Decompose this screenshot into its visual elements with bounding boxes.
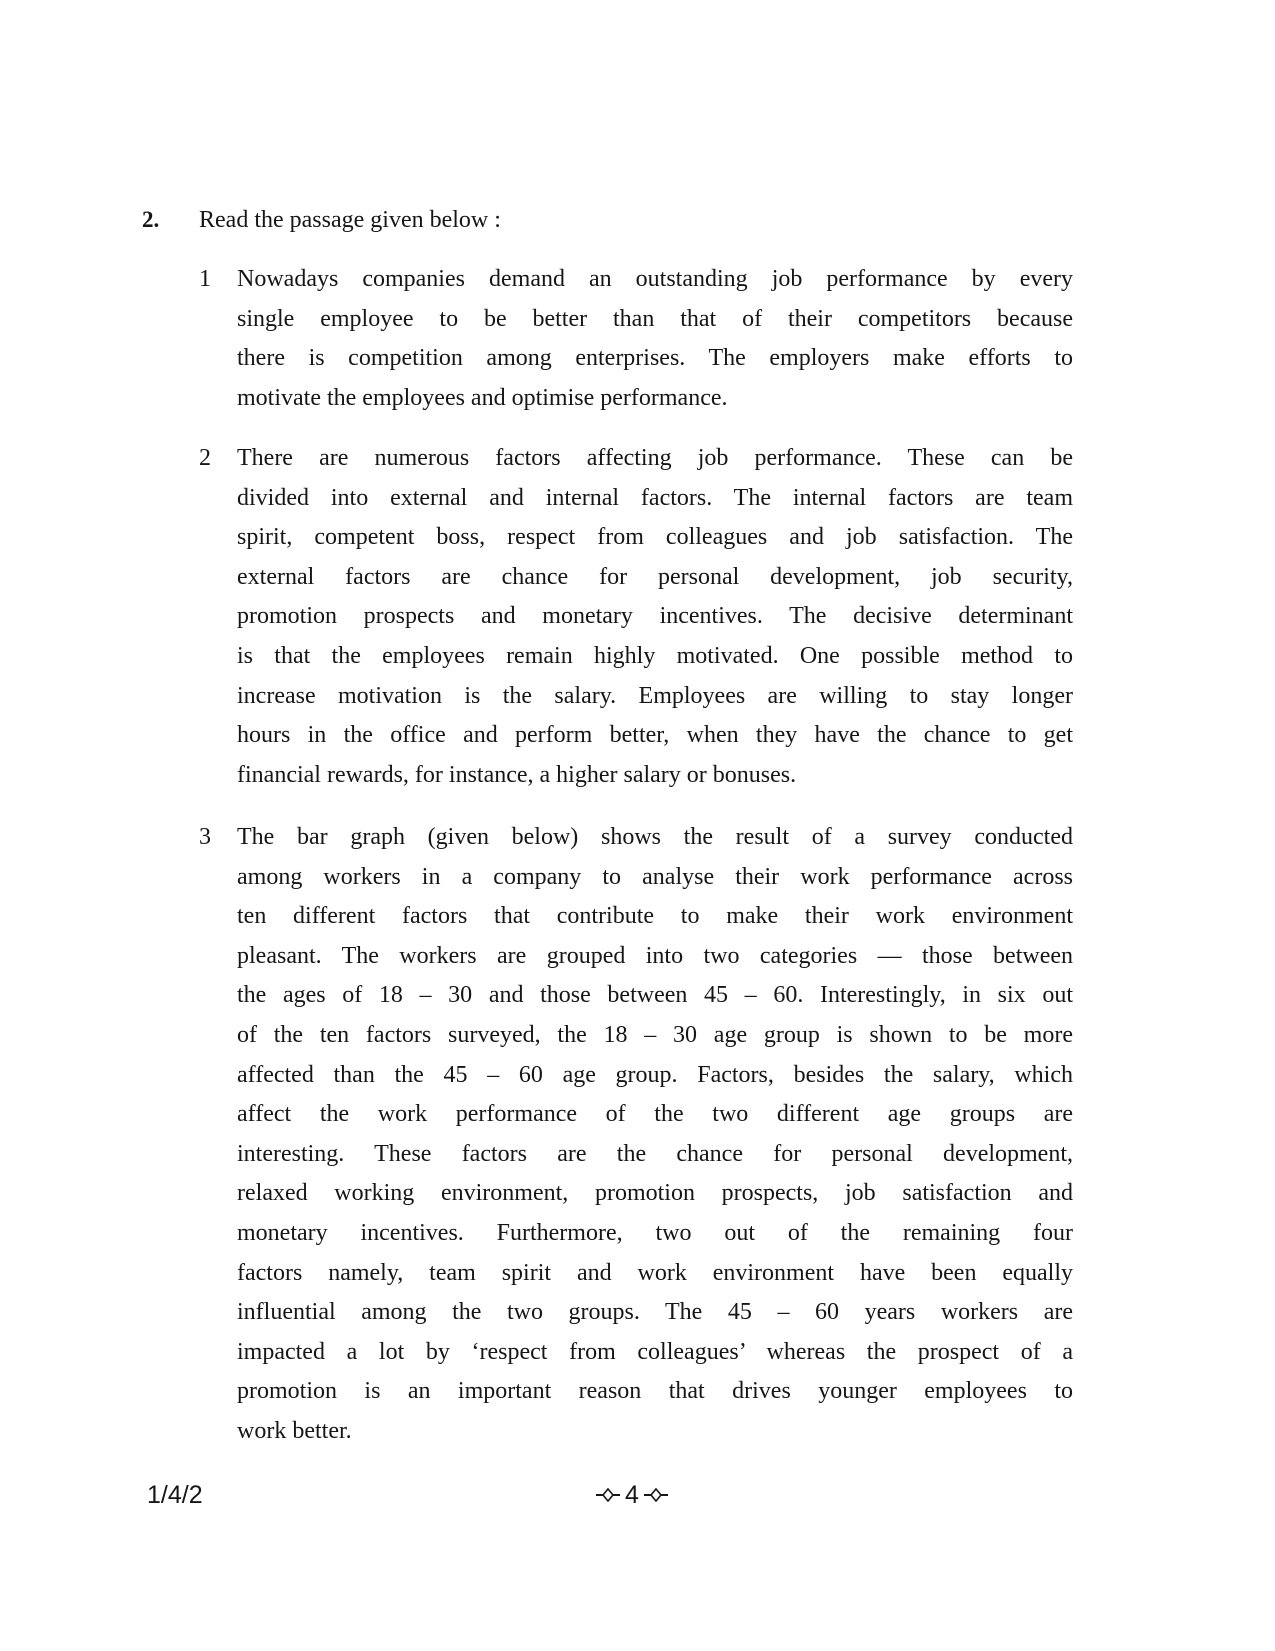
- page-number-footer: [596, 1480, 668, 1510]
- paper-code: 1/4/2: [147, 1481, 203, 1509]
- text-line: is that the employees remain highly motivated. One possible method to: [237, 642, 1073, 669]
- paragraph-number: 1: [199, 266, 211, 292]
- text-line: increase motivation is the salary. Employees are willing to stay longer: [237, 682, 1073, 709]
- text-line: financial rewards, for instance, a higher salary or bonuses.: [237, 761, 797, 788]
- text-line: divided into external and internal factors. The internal factors are team: [237, 484, 1073, 511]
- paragraph-text: [237, 260, 1073, 418]
- text-line: impacted a lot by ‘respect from colleagues’ whereas the prospect of a: [237, 1338, 1073, 1365]
- text-line: motivate the employees and optimise performance.: [237, 384, 728, 411]
- passage-paragraph-3: [199, 818, 1073, 1444]
- text-line: hours in the office and perform better, when they have the chance to get: [237, 722, 1073, 749]
- text-line: affected than the 45 – 60 age group. Factors, besides the salary, which: [237, 1061, 1073, 1088]
- paragraph-number: 2: [199, 445, 211, 471]
- text-line: factors namely, team spirit and work environment have been equally: [237, 1259, 1073, 1286]
- passage-paragraph-1: [199, 260, 1073, 420]
- text-line: of the ten factors surveyed, the 18 – 30 age group is shown to be more: [237, 1021, 1073, 1048]
- text-line: affect the work performance of the two different age groups are: [237, 1101, 1073, 1128]
- text-line: promotion prospects and monetary incentives. The decisive determinant: [237, 603, 1073, 630]
- text-line: the ages of 18 – 30 and those between 45 – 60. Interestingly, in six out: [237, 982, 1073, 1009]
- paragraph-text: [237, 818, 1073, 1452]
- page-number: 4: [625, 1481, 639, 1509]
- text-line: Nowadays companies demand an outstanding job performance by every: [237, 266, 1073, 292]
- text-line: pleasant. The workers are grouped into two categories — those between: [237, 942, 1073, 969]
- diamond-ornament-icon: [644, 1488, 668, 1502]
- text-line: ten different factors that contribute to make their work environment: [237, 903, 1073, 930]
- passage-paragraph-2: [199, 439, 1073, 799]
- diamond-ornament-icon: [596, 1488, 620, 1502]
- text-line: single employee to be better than that of their competitors because: [237, 305, 1073, 332]
- text-line: among workers in a company to analyse their work performance across: [237, 863, 1073, 890]
- paragraph-text: [237, 439, 1073, 795]
- paragraph-number: 3: [199, 824, 211, 850]
- text-line: monetary incentives. Furthermore, two out of the remaining four: [237, 1219, 1073, 1246]
- text-line: influential among the two groups. The 45 – 60 years workers are: [237, 1299, 1073, 1326]
- text-line: There are numerous factors affecting job performance. These can be: [237, 445, 1073, 471]
- text-line: interesting. These factors are the chance for personal development,: [237, 1140, 1073, 1167]
- text-line: spirit, competent boss, respect from colleagues and job satisfaction. The: [237, 524, 1073, 551]
- text-line: promotion is an important reason that drives younger employees to: [237, 1378, 1073, 1405]
- text-line: there is competition among enterprises. The employers make efforts to: [237, 345, 1073, 372]
- question-prompt: Read the passage given below :: [199, 207, 501, 233]
- text-line: work better.: [237, 1417, 352, 1444]
- text-line: relaxed working environment, promotion prospects, job satisfaction and: [237, 1180, 1073, 1207]
- question-number: 2.: [142, 207, 160, 232]
- text-line: The bar graph (given below) shows the result of a survey conducted: [237, 824, 1073, 850]
- text-line: external factors are chance for personal development, job security,: [237, 563, 1073, 590]
